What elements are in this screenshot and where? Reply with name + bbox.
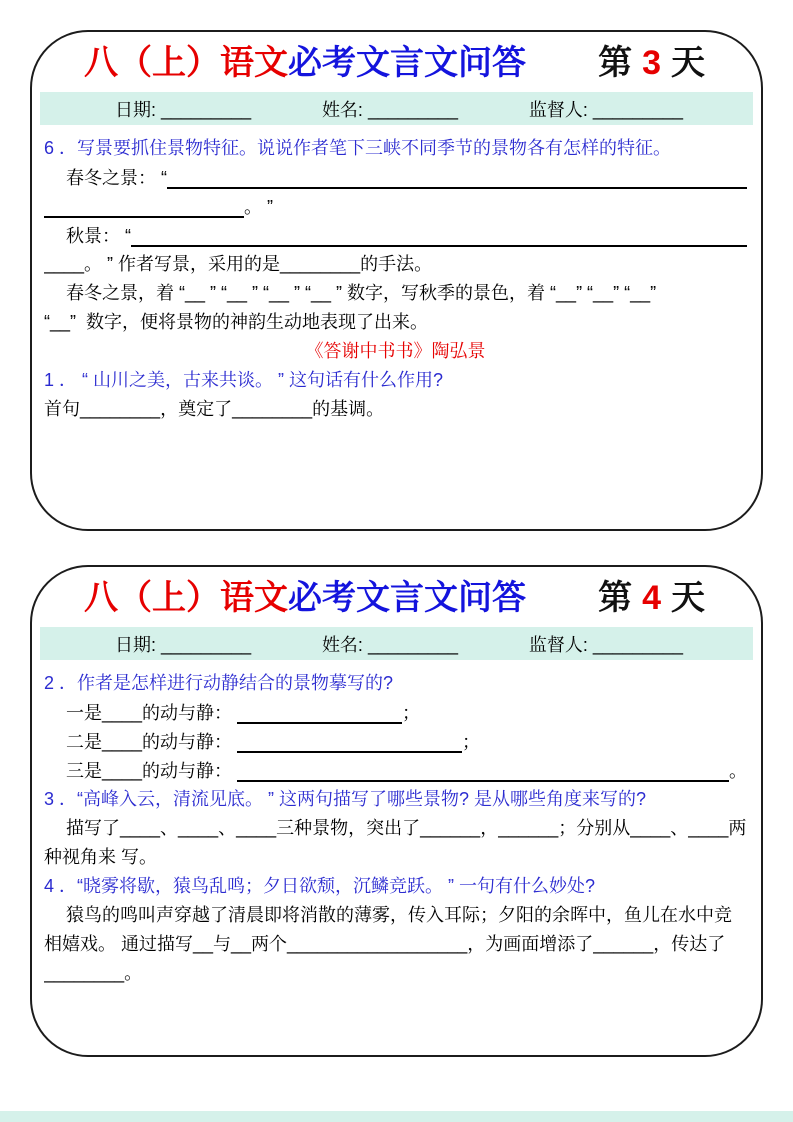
page-bottom-bar: [0, 1111, 793, 1122]
answer-numbers-line1: 春冬之景，着 “__ ” “__ ” “__ ” “__ ” 数字，写秋季的景色，着 “__” “__” “__”: [66, 283, 657, 304]
answer-numbers-line2: “__” 数字，便将景物的神韵生动地表现了出来。: [44, 312, 429, 333]
question-2: 2 ．作者是怎样进行动静结合的景物摹写的?: [44, 673, 394, 694]
title-part-blue: 必考文言文问答: [288, 44, 526, 82]
date-field: 日期: _________: [115, 99, 252, 120]
item2-suffix: ；: [462, 732, 481, 753]
page-title: [84, 579, 526, 618]
card-title: [32, 567, 761, 618]
spring-winter-label: 春冬之景： “: [66, 168, 167, 189]
answer-autumn: [44, 221, 747, 250]
answer-spring-winter: [44, 163, 747, 192]
day-prefix: 第: [598, 44, 635, 82]
spring-winter-close: 。 ”: [244, 197, 273, 218]
answer-spring-winter-cont: [44, 192, 747, 221]
day-number: 3: [642, 44, 663, 82]
page-title: [84, 44, 526, 83]
question-6: 6 ．写景要抓住景物特征。说说作者笔下三峡不同季节的景物各有怎样的特征。: [44, 138, 672, 159]
answer-2-item1: [44, 698, 747, 727]
supervisor-field: 监督人: _________: [528, 99, 683, 120]
date-field: 日期: _________: [115, 634, 252, 655]
day-prefix: 第: [598, 579, 635, 617]
answer-4-line2: 相嬉戏。 通过描写__与__两个__________________，为画面增添了______，传达了: [44, 934, 726, 955]
blank-line: [237, 747, 462, 753]
question-3: 3 ．“高峰入云，清流见底。 ” 这两句描写了哪些景物? 是从哪些角度来写的?: [44, 789, 647, 810]
day-badge: [598, 44, 707, 83]
question-1: 1 ． “ 山川之美，古来共谈。 ” 这句话有什么作用?: [44, 370, 444, 391]
autumn-label: 秋景： “: [66, 226, 131, 247]
blank-line: [237, 776, 729, 782]
source-title: 《答谢中书书》陶弘景: [305, 341, 486, 362]
blank-line: [131, 241, 747, 247]
answer-3-line2: 种视角来 写。: [44, 847, 158, 868]
question-4: 4 ．“晓雾将歇，猿鸟乱鸣；夕日欲颓，沉鳞竞跃。 ” 一句有什么妙处?: [44, 876, 596, 897]
answer-4-line3: ________。: [44, 963, 143, 984]
name-field: 姓名: _________: [321, 99, 459, 120]
name-field: 姓名: _________: [321, 634, 459, 655]
day-suffix: 天: [671, 579, 707, 617]
title-part-red: 八（上）语文: [84, 579, 288, 617]
blank-line: [167, 183, 747, 189]
answer-autumn-cont: ____。 ” 作者写景，采用的是________的手法。: [44, 254, 433, 275]
item3-suffix: 。: [729, 761, 747, 782]
title-part-blue: 必考文言文问答: [288, 579, 526, 617]
card-body: [32, 660, 761, 988]
day-number: 4: [642, 579, 663, 617]
answer-4-line1: 猿鸟的鸣叫声穿越了清晨即将消散的薄雾，传入耳际；夕阳的余晖中，鱼儿在水中竞: [66, 905, 732, 926]
blank-line: [237, 718, 402, 724]
item1-prefix: 一是____的动与静：: [66, 703, 238, 724]
day-badge: [598, 579, 707, 618]
answer-3-line1: 描写了____、____、____三种景物，突出了______，______；分别从____、____两: [66, 818, 747, 839]
day-suffix: 天: [671, 44, 707, 82]
supervisor-field: 监督人: _________: [528, 634, 683, 655]
blank-line: [44, 212, 244, 218]
answer-1: 首句________，奠定了________的基调。: [44, 399, 385, 420]
info-bar: [40, 92, 753, 125]
worksheet-card-day4: [30, 565, 763, 1057]
item3-prefix: 三是____的动与静：: [66, 761, 238, 782]
item2-prefix: 二是____的动与静：: [66, 732, 238, 753]
info-bar: [40, 627, 753, 660]
answer-2-item2: [44, 727, 747, 756]
title-part-red: 八（上）语文: [84, 44, 288, 82]
card-body: [32, 125, 761, 424]
item1-suffix: ；: [402, 703, 421, 724]
card-title: [32, 32, 761, 83]
answer-2-item3: [44, 756, 747, 785]
worksheet-card-day3: [30, 30, 763, 531]
